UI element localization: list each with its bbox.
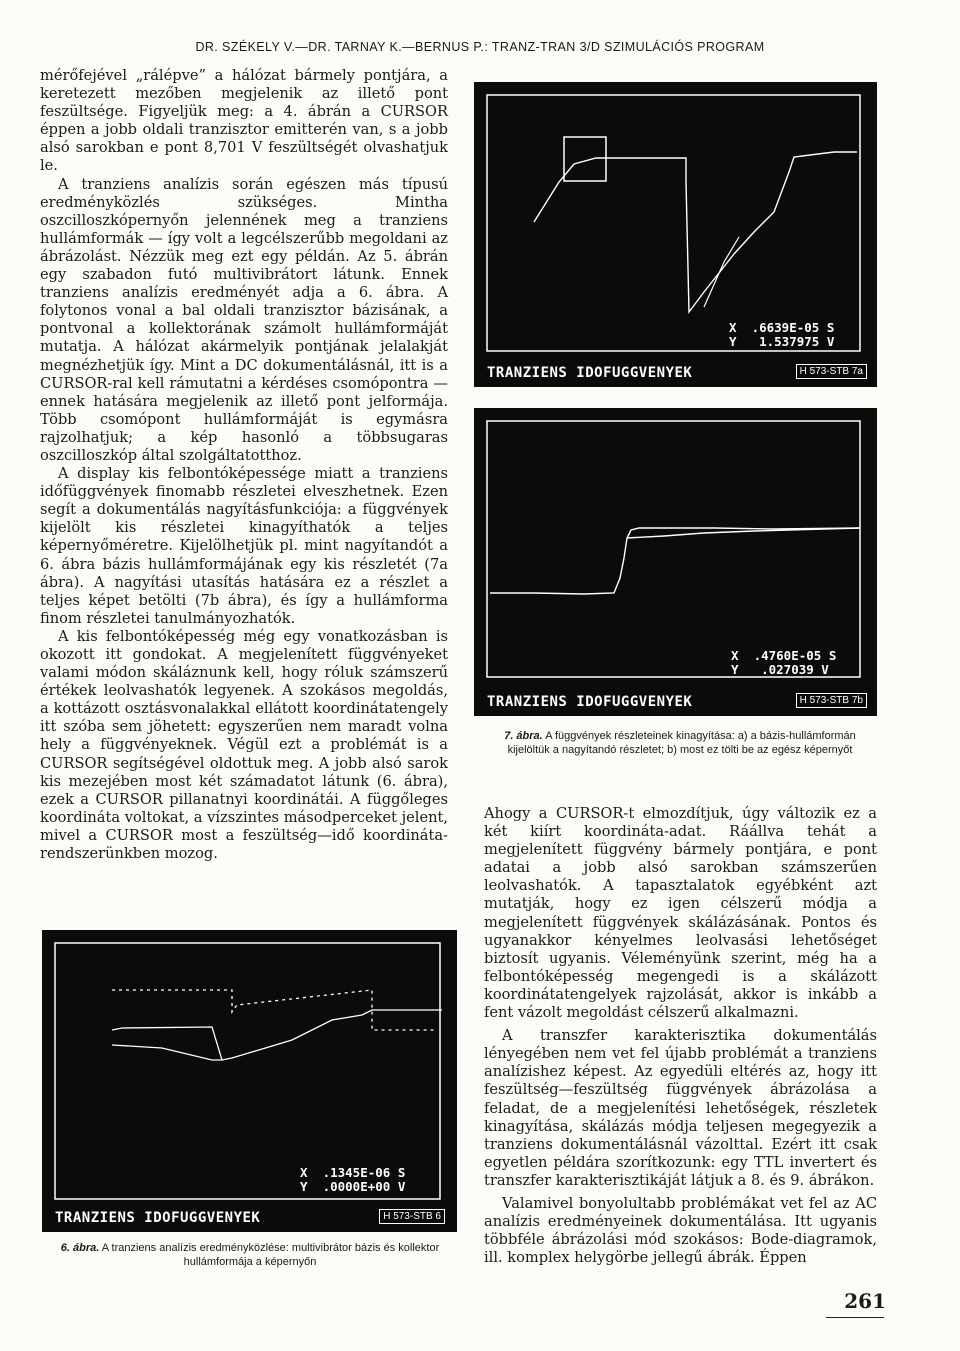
cursor-readout — [731, 649, 836, 677]
figure-6-screen — [42, 930, 457, 1232]
caption-text: A függvények részleteinek kinagyítása: a) a bázis-hullámformán kijelöltük a nagyítandó részletet; b) most ez tölti be az egész képernyőt — [507, 730, 856, 756]
figure-stamp: H 573-STB 7a — [796, 364, 867, 379]
caption-number: 7. ábra. — [504, 730, 543, 742]
running-header: DR. SZÉKELY V.—DR. TARNAY K.—BERNUS P.: TRANZ-TRAN 3/D SZIMULÁCIÓS PROGRAM — [195, 40, 765, 54]
caption-text: A tranziens analízis eredményközlése: multivibrátor bázis és kollektor hullámformája a képernyőn — [101, 1242, 440, 1268]
x-readout: X .1345E-06 S — [300, 1165, 406, 1180]
caption-number: 6. ábra. — [60, 1242, 100, 1254]
paragraph: Valamivel bonyolultabb problémákat vet fel az AC analízis eredményeinek dokumentálása. Itt ugyanis többféle ábrázolási mód szokásos: Bode-diagramok, ill. komplex helygörbe jellegű ábrák. Éppen — [484, 1194, 877, 1267]
figure-7b-screen — [474, 408, 877, 716]
paragraph: A kis felbontóképesség még egy vonatkozásban is okozott itt gondokat. A megjelenített függvényeket valami módon skáláznunk kell, hogy róluk számszerű értékek leolvashatók legyenek. A szokásos megoldás, a kottázott osztásvonalakkal ellátott koordinátatengely itt szóba sem jöhetett: egyszerűen nem maradt volna hely a függvényeknek. Végül ezt a problémát is a CURSOR segítségével oldottuk meg. A jobb alsó sarok kis mezejében most két számadatot látunk (6. ábra), ezek a CURSOR pillanatnyi koordinátái. A függőleges koordináta voltokat, a vízszintes másodperceket jelent, mivel a CURSOR most a feszültség—idő koordináta-rendszerünkben mozog. — [40, 627, 448, 863]
x-readout: X .6639E-05 S — [729, 320, 835, 335]
paragraph: A transzfer karakterisztika dokumentálás lényegében nem vet fel újabb problémát a tranziens analízishez képest. Az egyedüli eltérés az, hogy itt feszültség—feszültség függvények ábrázolása a feladat, de a megjelenítési lehetőségek, részletek kinagyítása, skálázás módja teljesen megegyezik a tranziens dokumentálásnál vázolttal. Ezért itt csak egyetlen példára szorítkozunk: egy TTL invertert és transzfer karakterisztikáját látjuk a 8. és 9. ábrákon. — [484, 1027, 877, 1189]
figure-7a-screen — [474, 82, 877, 387]
base-waveform — [112, 1010, 442, 1060]
paragraph: A tranziens analízis során egészen más típusú eredményközlés szükséges. Mintha oszcilloszkópernyőn jelennének meg a tranziens hullámformák — így volt a legcélszerűbb megoldani az ábrázolást. Nézzük meg ezt egy példán. Az 5. ábrán egy szabadon futó multivibrátort látunk. Ennek tranziens analízis eredményét adja a 6. ábra. A folytonos vonal a bal oldali tranzisztor bázisának, a pontvonal a kollektorának számolt hullámformáját mutatja. A hálózat akármelyik pontjának jelalakját megnézhetjük így. Mint a DC dokumentálásnál, itt is a CURSOR-ral kell rámutatni a kérdéses csomópontra — ennek hatására megjelenik az illető pont jelformája. Több csomópont hullámformáját is egymásra rajzolhatjuk; a kép hasonló a többsugaras oszcilloszkóp által szolgáltatotthoz. — [40, 175, 448, 464]
screen-frame — [487, 421, 860, 677]
cursor-readout — [300, 1166, 405, 1194]
zoomed-waveform — [490, 528, 860, 594]
zoomed-waveform-decay — [627, 528, 860, 538]
figure-stamp: H 573-STB 7b — [796, 693, 867, 708]
zoom-selection-box — [564, 137, 606, 181]
page-number-rule — [826, 1317, 884, 1318]
paragraph: A display kis felbontóképessége miatt a tranziens időfüggvények finomabb részletei elveszhetnek. Ezen segít a dokumentálás nagyításfunkciója: a függvények kijelölt kis részletei kinagyíthatók a teljes képernyőméretre. Kijelölhetjük pl. mint nagyítandót a 6. ábra bázis hullámformájának egy kis részletét (7a ábra). A nagyítási utasítás hatására ez a részlet a teljes képet betölti (7b ábra), és így a hullámforma finom részletei tanulmányozhatók. — [40, 465, 448, 627]
screen-title: TRANZIENS IDOFUGGVENYEK — [55, 1210, 261, 1226]
paragraph: mérőfejével „rálépve” a hálózat bármely pontjára, a keretezett mezőben megjelenik az illető pont feszültsége. Figyeljük meg: a 4. ábrán a CURSOR éppen a jobb oldali tranzisztor emitterén van, s a jobb alsó sarokban e pont 8,701 V feszültségét olvashatjuk le. — [40, 67, 448, 175]
paragraph: Ahogy a CURSOR-t elmozdítjuk, úgy változik ez a két kiírt koordináta-adat. Ráállva tehát a megjelenített függvény bármely pontjára, e pont adatai a jobb alsó sarokban számszerűen leolvashatók. A tapasztalatok egyébként azt mutatják, hogy ez igen célszerű módja a megjelenített függvények skálázásának. Pontos és ugyanakkor kényelmes leolvasási lehetőséget biztosít ugyanis. Véleményünk szerint, még ha a felbontóképesség megengedi is a skálázott koordinátatengelyek rajzolását, akkor is inkább a fent vázolt megoldást célszerű alkalmazni. — [484, 805, 877, 1022]
figure-7-caption — [482, 729, 878, 757]
screen-title: TRANZIENS IDOFUGGVENYEK — [487, 694, 693, 710]
base-waveform-lower — [112, 1045, 222, 1060]
left-text-column — [40, 67, 448, 863]
y-readout: Y .027039 V — [731, 662, 829, 677]
figure-stamp: H 573-STB 6 — [379, 1209, 445, 1224]
x-readout: X .4760E-05 S — [731, 648, 837, 663]
figure-6-caption — [40, 1241, 460, 1269]
right-text-column — [484, 805, 877, 1272]
screen-title: TRANZIENS IDOFUGGVENYEK — [487, 365, 693, 381]
base-waveform-branch — [704, 237, 739, 307]
page-number: 261 — [844, 1289, 886, 1313]
y-readout: Y 1.537975 V — [729, 334, 835, 349]
screen-frame — [487, 95, 860, 351]
base-waveform — [534, 152, 857, 312]
cursor-readout — [729, 321, 834, 349]
screen-frame — [55, 943, 440, 1199]
y-readout: Y .0000E+00 V — [300, 1179, 406, 1194]
